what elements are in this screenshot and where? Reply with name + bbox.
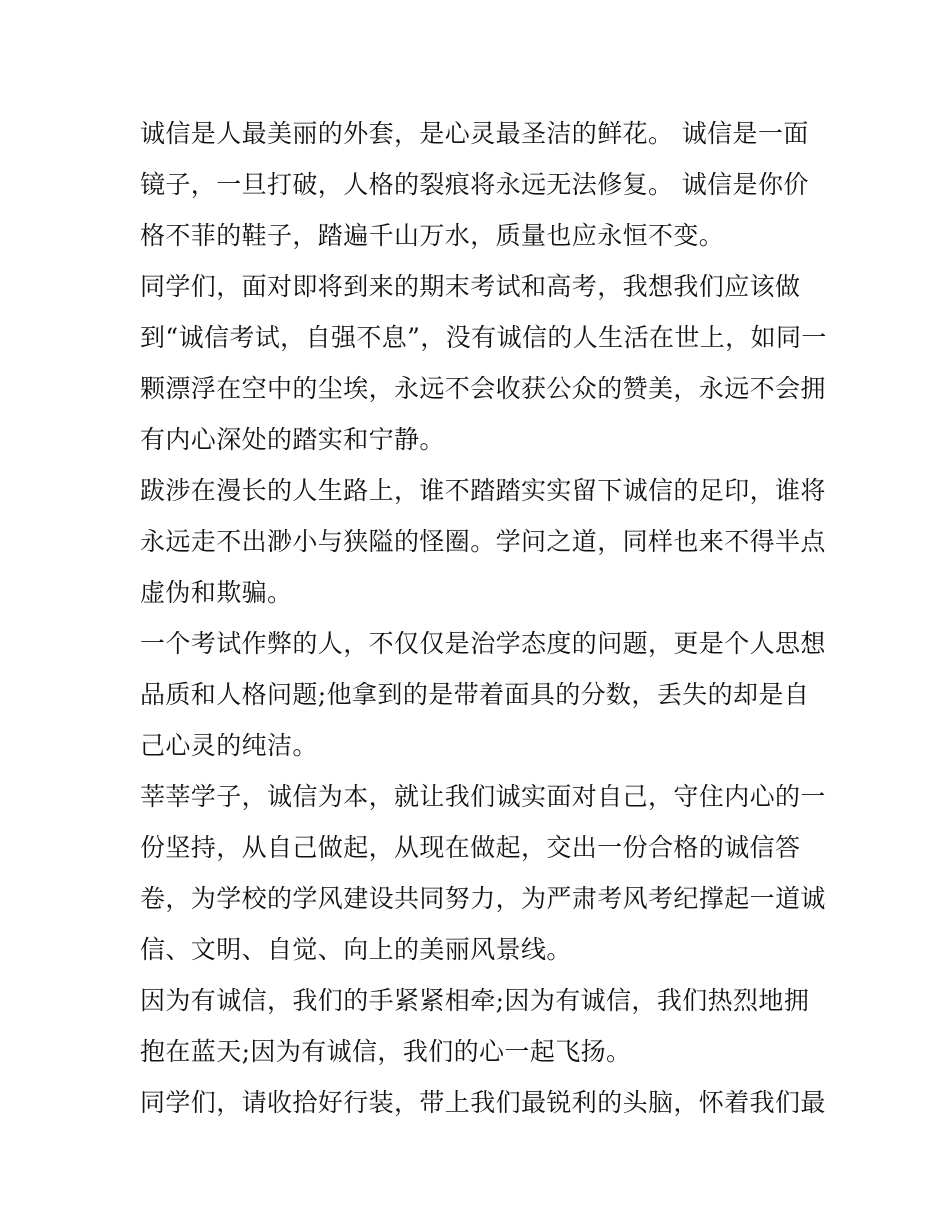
text-line: 份坚持，从自己做起，从现在做起，交出一份合格的诚信答 [140,833,801,862]
text-line: 镜子，一旦打破，人格的裂痕将永远无法修复。 诚信是你价 [140,170,809,199]
text-line: 己心灵的纯洁。 [140,731,318,760]
paragraph [140,465,826,618]
text-line: 一个考试作弊的人，不仅仅是治学态度的问题，更是个人思想 [140,629,826,658]
text-line: 品质和人格问题;他拿到的是带着面具的分数，丢失的却是自 [140,680,810,709]
text-line: 跋涉在漫长的人生路上，谁不踏踏实实留下诚信的足印，谁将 [140,476,826,505]
text-line: 虚伪和欺骗。 [140,578,293,607]
paragraph [140,618,826,771]
text-line: 到“诚信考试，自强不息”，没有诚信的人生活在世上，如同一 [140,323,827,352]
text-line: 信、文明、自觉、向上的美丽风景线。 [140,935,572,964]
document-body [140,108,827,1128]
paragraph [140,1077,826,1128]
text-line: 有内心深处的踏实和宁静。 [140,425,445,454]
paragraph [140,108,816,261]
text-line: 莘莘学子，诚信为本，就让我们诚实面对自己，守住内心的一 [140,782,826,811]
text-line: 卷，为学校的学风建设共同努力，为严肃考风考纪撑起一道诚 [140,884,826,913]
text-line: 永远走不出渺小与狭隘的怪圈。学问之道，同样也来不得半点 [140,527,826,556]
text-line: 诚信是人最美丽的外套，是心灵最圣洁的鲜花。 诚信是一面 [140,119,809,148]
text-line: 同学们，请收拾好行装，带上我们最锐利的头脑，怀着我们最 [140,1088,826,1117]
text-line: 颗漂浮在空中的尘埃，永远不会收获公众的赞美，永远不会拥 [140,374,826,403]
text-line: 格不菲的鞋子，踏遍千山万水，质量也应永恒不变。 [140,221,725,250]
text-line: 同学们，面对即将到来的期末考试和高考，我想我们应该做 [140,272,801,301]
paragraph [140,975,816,1077]
paragraph [140,771,826,975]
text-line: 因为有诚信，我们的手紧紧相牵;因为有诚信，我们热烈地拥 [140,986,810,1015]
paragraph [140,261,827,465]
text-line: 抱在蓝天;因为有诚信，我们的心一起飞扬。 [140,1037,632,1066]
